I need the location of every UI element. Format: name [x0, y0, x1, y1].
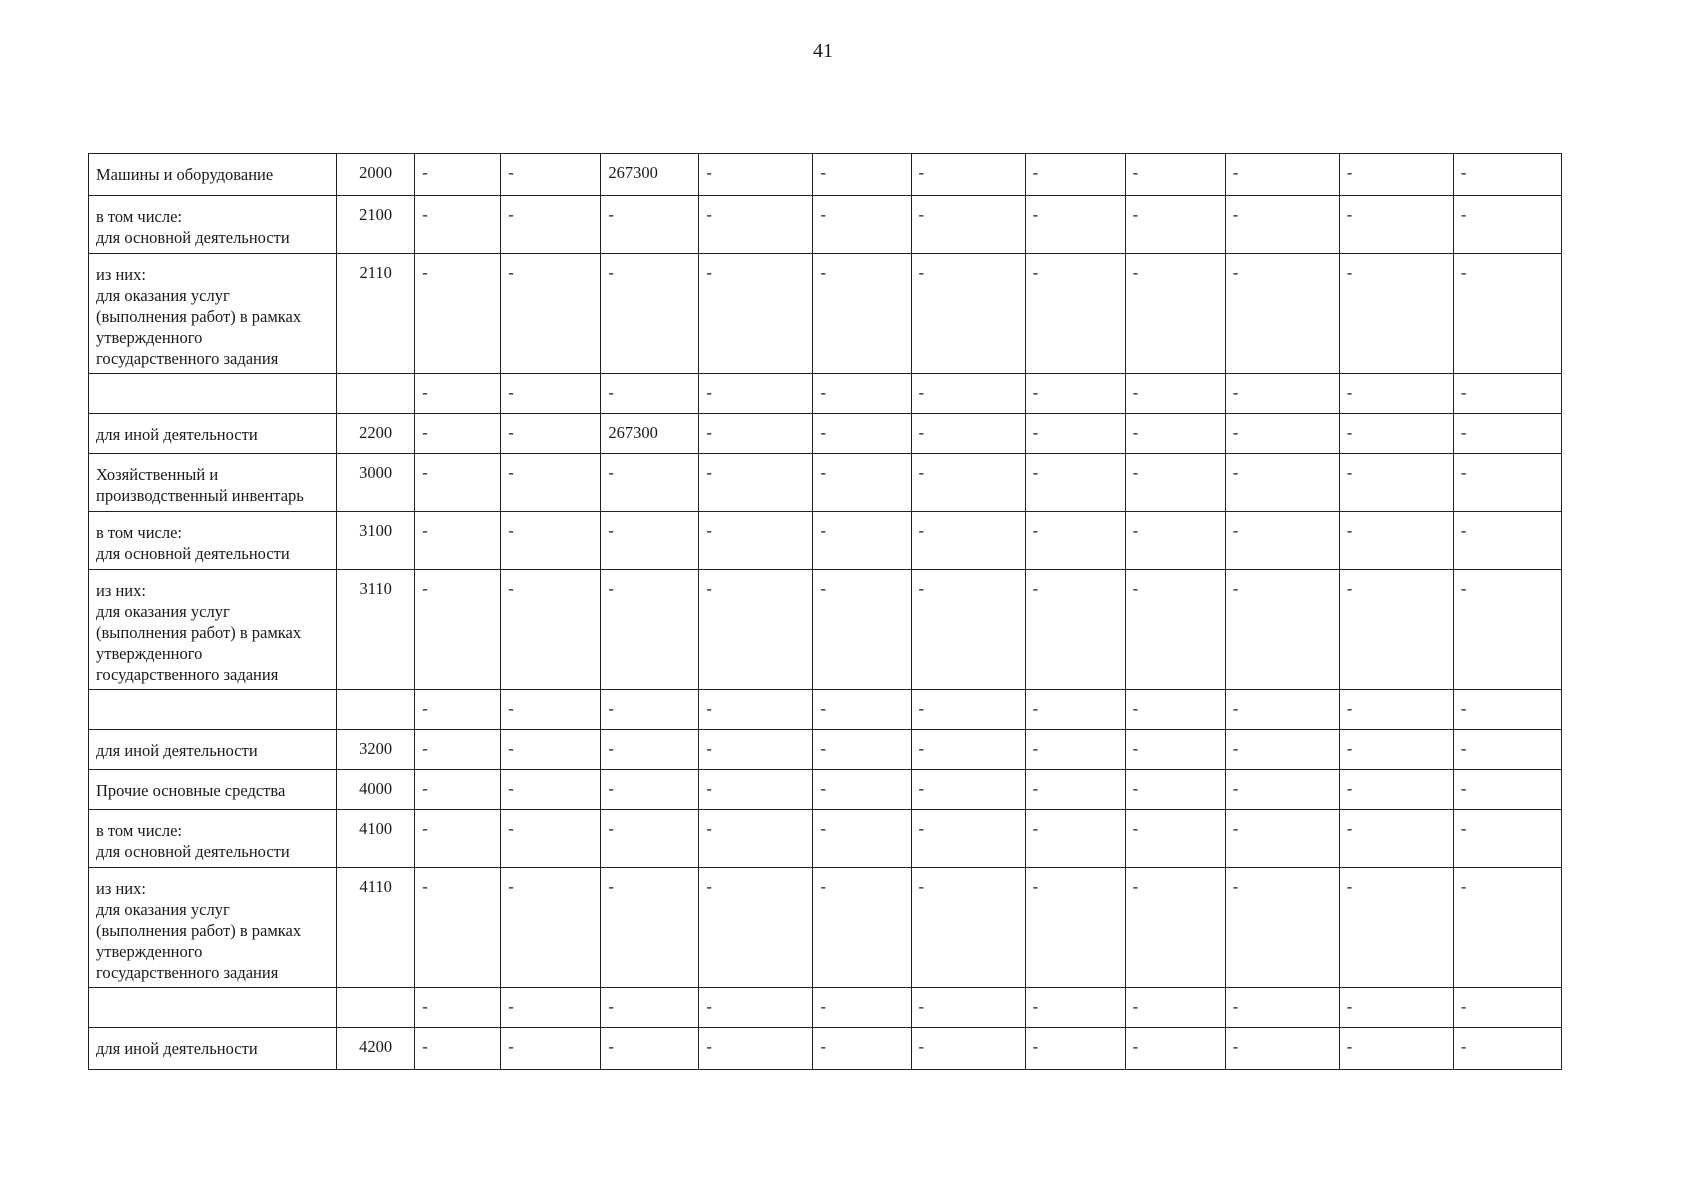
- value-cell: -: [1225, 570, 1339, 690]
- value-cell: -: [1339, 196, 1453, 254]
- value-cell: -: [813, 810, 911, 868]
- value-cell: -: [1225, 810, 1339, 868]
- value-cell: -: [501, 454, 601, 512]
- value-cell: -: [1025, 810, 1125, 868]
- value-cell: -: [911, 988, 1025, 1028]
- value-cell: -: [501, 374, 601, 414]
- value-cell: -: [1453, 730, 1561, 770]
- value-cell: -: [1225, 414, 1339, 454]
- value-cell: -: [501, 810, 601, 868]
- value-cell: -: [601, 196, 699, 254]
- value-cell: -: [1339, 454, 1453, 512]
- value-cell: -: [699, 810, 813, 868]
- value-cell: -: [911, 512, 1025, 570]
- value-cell: -: [601, 570, 699, 690]
- value-cell: -: [1339, 988, 1453, 1028]
- row-label-line: для иной деятельности: [96, 1039, 258, 1058]
- value-cell: -: [501, 1028, 601, 1070]
- row-label-cell: [89, 810, 337, 868]
- table-row: [89, 810, 1562, 868]
- value-cell: -: [699, 374, 813, 414]
- value-cell: -: [699, 988, 813, 1028]
- row-label-cell: [89, 414, 337, 454]
- value-cell: -: [601, 770, 699, 810]
- value-cell: -: [1453, 770, 1561, 810]
- value-cell: -: [1125, 810, 1225, 868]
- value-cell: -: [1225, 374, 1339, 414]
- value-cell: -: [699, 868, 813, 988]
- value-cell: -: [911, 730, 1025, 770]
- row-label-cell: [89, 1028, 337, 1070]
- table-row: [89, 770, 1562, 810]
- value-cell: -: [1453, 690, 1561, 730]
- value-cell: -: [911, 810, 1025, 868]
- value-cell: -: [1025, 254, 1125, 374]
- value-cell: -: [1225, 196, 1339, 254]
- value-cell: -: [1225, 770, 1339, 810]
- value-cell: -: [911, 770, 1025, 810]
- row-label-line: Прочие основные средства: [96, 781, 286, 800]
- row-code-cell: 3200: [337, 730, 415, 770]
- value-cell: -: [601, 988, 699, 1028]
- value-cell: -: [1339, 414, 1453, 454]
- value-cell: -: [911, 154, 1025, 196]
- row-label-cell: [89, 154, 337, 196]
- value-cell: -: [415, 254, 501, 374]
- value-cell: -: [601, 868, 699, 988]
- row-label-line: производственный инвентарь: [96, 486, 304, 505]
- value-cell: -: [813, 374, 911, 414]
- value-cell: -: [1453, 196, 1561, 254]
- value-cell: -: [813, 988, 911, 1028]
- value-cell: -: [501, 414, 601, 454]
- value-cell: -: [1453, 810, 1561, 868]
- value-cell: -: [1025, 570, 1125, 690]
- row-label-line: для основной деятельности: [96, 544, 290, 563]
- value-cell: -: [1125, 570, 1225, 690]
- row-label-line: (выполнения работ) в рамках: [96, 921, 302, 940]
- value-cell: -: [601, 1028, 699, 1070]
- value-cell: -: [1339, 570, 1453, 690]
- value-cell: -: [1225, 988, 1339, 1028]
- value-cell: -: [415, 690, 501, 730]
- value-cell: -: [1339, 730, 1453, 770]
- value-cell: -: [1453, 570, 1561, 690]
- value-cell: -: [813, 254, 911, 374]
- value-cell: -: [1125, 196, 1225, 254]
- row-label-cell: [89, 196, 337, 254]
- value-cell: -: [699, 454, 813, 512]
- value-cell: -: [601, 254, 699, 374]
- value-cell: -: [415, 414, 501, 454]
- value-cell: -: [1453, 512, 1561, 570]
- value-cell: -: [1225, 868, 1339, 988]
- value-cell: -: [1125, 454, 1225, 512]
- row-label-cell: [89, 690, 337, 730]
- value-cell: -: [1339, 512, 1453, 570]
- row-code-cell: [337, 690, 415, 730]
- value-cell: -: [1225, 690, 1339, 730]
- row-code-cell: 4000: [337, 770, 415, 810]
- table-row: [89, 730, 1562, 770]
- table-row: [89, 154, 1562, 196]
- row-label-line: утвержденного: [96, 328, 203, 347]
- row-code-cell: 4100: [337, 810, 415, 868]
- row-code-cell: 3100: [337, 512, 415, 570]
- row-label-line: для оказания услуг: [96, 602, 230, 621]
- value-cell: -: [699, 690, 813, 730]
- value-cell: -: [1225, 454, 1339, 512]
- row-code-cell: 4110: [337, 868, 415, 988]
- value-cell: -: [1025, 196, 1125, 254]
- table-row: [89, 690, 1562, 730]
- row-code-cell: [337, 988, 415, 1028]
- row-code-cell: 3000: [337, 454, 415, 512]
- value-cell: -: [415, 1028, 501, 1070]
- value-cell: -: [501, 988, 601, 1028]
- value-cell: -: [1125, 374, 1225, 414]
- row-label-cell: [89, 512, 337, 570]
- value-cell: -: [1453, 868, 1561, 988]
- row-label-cell: [89, 570, 337, 690]
- value-cell: -: [1225, 730, 1339, 770]
- value-cell: -: [501, 690, 601, 730]
- value-cell: -: [699, 512, 813, 570]
- value-cell: -: [813, 196, 911, 254]
- value-cell: -: [699, 254, 813, 374]
- row-label-line: из них:: [96, 581, 146, 600]
- value-cell: -: [1453, 254, 1561, 374]
- value-cell: -: [813, 1028, 911, 1070]
- value-cell: -: [1025, 454, 1125, 512]
- value-cell: -: [1453, 374, 1561, 414]
- value-cell: -: [415, 988, 501, 1028]
- value-cell: 267300: [601, 414, 699, 454]
- value-cell: -: [1025, 374, 1125, 414]
- table-row: [89, 414, 1562, 454]
- table-row: [89, 454, 1562, 512]
- value-cell: -: [699, 570, 813, 690]
- row-label-line: из них:: [96, 879, 146, 898]
- value-cell: -: [813, 154, 911, 196]
- value-cell: -: [601, 690, 699, 730]
- value-cell: -: [1025, 730, 1125, 770]
- value-cell: -: [601, 374, 699, 414]
- table-row: [89, 512, 1562, 570]
- table-row: [89, 374, 1562, 414]
- table-row: [89, 868, 1562, 988]
- value-cell: -: [501, 868, 601, 988]
- value-cell: -: [813, 570, 911, 690]
- value-cell: -: [1225, 154, 1339, 196]
- value-cell: -: [1339, 254, 1453, 374]
- value-cell: -: [1453, 988, 1561, 1028]
- value-cell: -: [1025, 770, 1125, 810]
- table-row: [89, 570, 1562, 690]
- value-cell: -: [1025, 154, 1125, 196]
- row-label-line: (выполнения работ) в рамках: [96, 623, 302, 642]
- row-label-line: Хозяйственный и: [96, 465, 219, 484]
- value-cell: -: [415, 196, 501, 254]
- value-cell: -: [1025, 414, 1125, 454]
- value-cell: -: [1125, 868, 1225, 988]
- row-code-cell: 2110: [337, 254, 415, 374]
- value-cell: -: [699, 154, 813, 196]
- value-cell: -: [1339, 154, 1453, 196]
- value-cell: -: [415, 374, 501, 414]
- value-cell: -: [1339, 690, 1453, 730]
- value-cell: -: [813, 414, 911, 454]
- row-code-cell: 4200: [337, 1028, 415, 1070]
- row-code-cell: 2200: [337, 414, 415, 454]
- value-cell: -: [1025, 690, 1125, 730]
- table-row: [89, 988, 1562, 1028]
- value-cell: -: [601, 730, 699, 770]
- page-number: 41: [813, 40, 833, 62]
- row-label-line: Машины и оборудование: [96, 165, 274, 184]
- value-cell: -: [1025, 1028, 1125, 1070]
- value-cell: -: [1453, 154, 1561, 196]
- value-cell: -: [601, 512, 699, 570]
- value-cell: -: [501, 154, 601, 196]
- value-cell: -: [501, 770, 601, 810]
- row-label-line: в том числе:: [96, 207, 183, 226]
- value-cell: -: [911, 570, 1025, 690]
- value-cell: -: [601, 810, 699, 868]
- row-label-line: для основной деятельности: [96, 228, 290, 247]
- value-cell: -: [415, 868, 501, 988]
- value-cell: -: [1453, 414, 1561, 454]
- value-cell: -: [1125, 1028, 1225, 1070]
- value-cell: -: [911, 414, 1025, 454]
- value-cell: -: [1453, 1028, 1561, 1070]
- value-cell: -: [813, 454, 911, 512]
- value-cell: -: [699, 730, 813, 770]
- row-code-cell: [337, 374, 415, 414]
- value-cell: -: [1125, 730, 1225, 770]
- row-label-cell: [89, 730, 337, 770]
- value-cell: -: [699, 414, 813, 454]
- row-label-line: государственного задания: [96, 963, 279, 982]
- row-label-line: утвержденного: [96, 644, 203, 663]
- assets-table: [88, 153, 1562, 1070]
- value-cell: -: [1339, 868, 1453, 988]
- row-label-line: в том числе:: [96, 821, 183, 840]
- value-cell: -: [415, 154, 501, 196]
- value-cell: -: [501, 512, 601, 570]
- row-label-line: из них:: [96, 265, 146, 284]
- value-cell: -: [415, 570, 501, 690]
- row-label-cell: [89, 254, 337, 374]
- row-label-line: государственного задания: [96, 349, 279, 368]
- row-label-line: для иной деятельности: [96, 741, 258, 760]
- value-cell: -: [1025, 512, 1125, 570]
- row-code-cell: 2000: [337, 154, 415, 196]
- value-cell: -: [813, 770, 911, 810]
- row-label-cell: [89, 988, 337, 1028]
- value-cell: -: [1453, 454, 1561, 512]
- row-label-line: (выполнения работ) в рамках: [96, 307, 302, 326]
- value-cell: -: [1339, 374, 1453, 414]
- value-cell: -: [699, 1028, 813, 1070]
- value-cell: -: [601, 454, 699, 512]
- value-cell: -: [1125, 254, 1225, 374]
- row-label-cell: [89, 770, 337, 810]
- row-label-line: для иной деятельности: [96, 425, 258, 444]
- row-code-cell: 2100: [337, 196, 415, 254]
- value-cell: -: [1025, 868, 1125, 988]
- table-body: [89, 154, 1562, 1070]
- value-cell: -: [911, 254, 1025, 374]
- value-cell: -: [1225, 1028, 1339, 1070]
- table-row: [89, 196, 1562, 254]
- row-label-line: для основной деятельности: [96, 842, 290, 861]
- value-cell: -: [813, 730, 911, 770]
- value-cell: -: [813, 868, 911, 988]
- value-cell: -: [1125, 690, 1225, 730]
- value-cell: -: [911, 196, 1025, 254]
- value-cell: -: [1125, 770, 1225, 810]
- value-cell: -: [501, 730, 601, 770]
- value-cell: -: [1225, 512, 1339, 570]
- row-label-cell: [89, 374, 337, 414]
- value-cell: -: [1125, 414, 1225, 454]
- value-cell: -: [699, 770, 813, 810]
- value-cell: -: [1339, 810, 1453, 868]
- row-label-line: в том числе:: [96, 523, 183, 542]
- value-cell: -: [911, 690, 1025, 730]
- value-cell: -: [1125, 154, 1225, 196]
- value-cell: -: [415, 770, 501, 810]
- value-cell: -: [501, 570, 601, 690]
- value-cell: -: [1125, 512, 1225, 570]
- row-label-cell: [89, 454, 337, 512]
- value-cell: -: [415, 730, 501, 770]
- value-cell: -: [911, 374, 1025, 414]
- row-label-cell: [89, 868, 337, 988]
- value-cell: -: [911, 454, 1025, 512]
- value-cell: -: [813, 690, 911, 730]
- row-code-cell: 3110: [337, 570, 415, 690]
- value-cell: -: [911, 868, 1025, 988]
- value-cell: -: [415, 454, 501, 512]
- value-cell: 267300: [601, 154, 699, 196]
- value-cell: -: [415, 810, 501, 868]
- value-cell: -: [415, 512, 501, 570]
- value-cell: -: [1025, 988, 1125, 1028]
- value-cell: -: [501, 254, 601, 374]
- row-label-line: для оказания услуг: [96, 286, 230, 305]
- row-label-line: утвержденного: [96, 942, 203, 961]
- row-label-line: государственного задания: [96, 665, 279, 684]
- value-cell: -: [1339, 770, 1453, 810]
- table-row: [89, 254, 1562, 374]
- value-cell: -: [911, 1028, 1025, 1070]
- value-cell: -: [1125, 988, 1225, 1028]
- row-label-line: для оказания услуг: [96, 900, 230, 919]
- table-row: [89, 1028, 1562, 1070]
- value-cell: -: [1225, 254, 1339, 374]
- value-cell: -: [1339, 1028, 1453, 1070]
- value-cell: -: [813, 512, 911, 570]
- value-cell: -: [501, 196, 601, 254]
- value-cell: -: [699, 196, 813, 254]
